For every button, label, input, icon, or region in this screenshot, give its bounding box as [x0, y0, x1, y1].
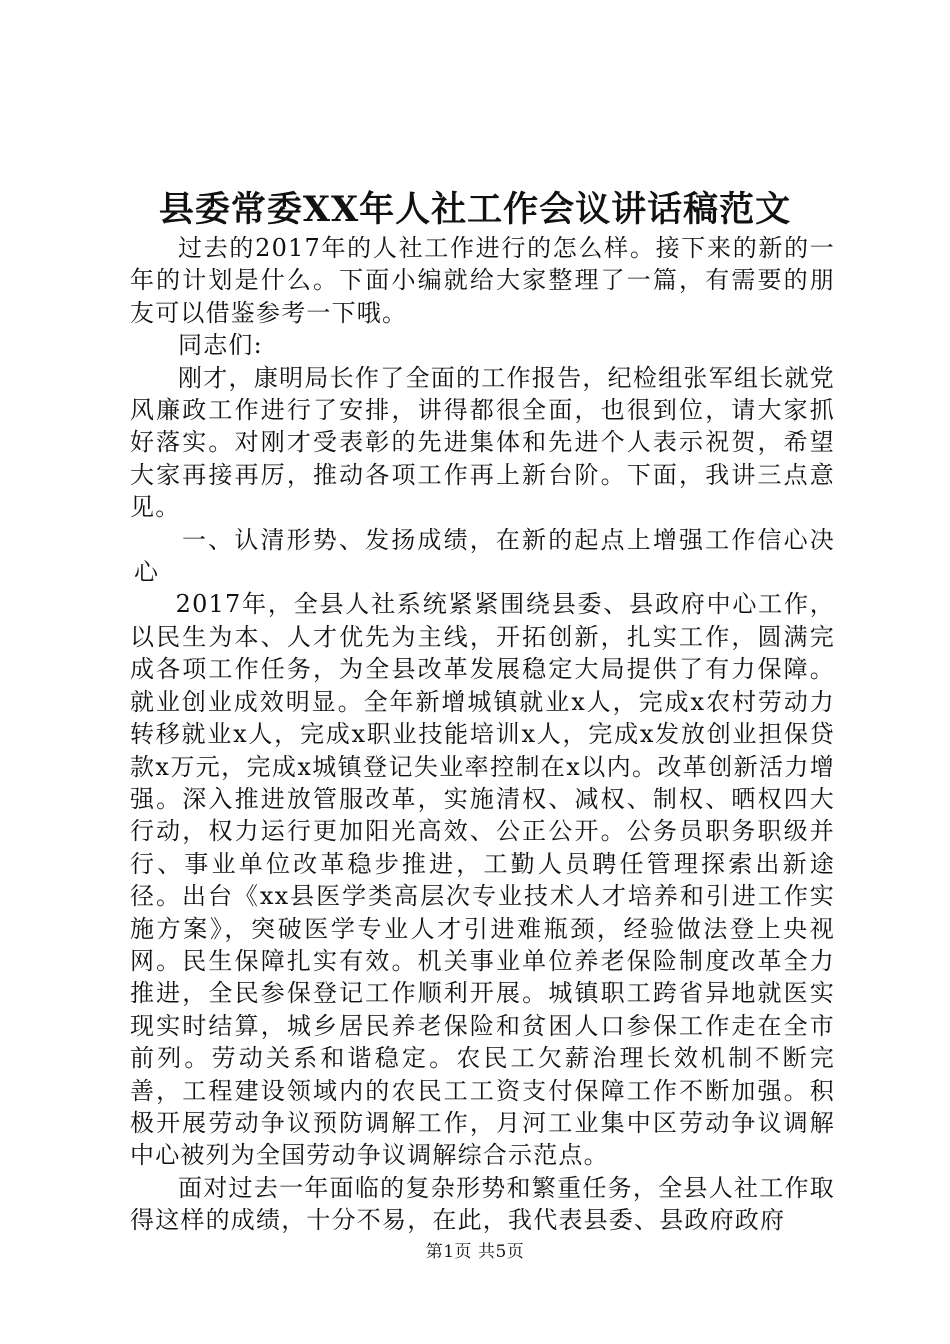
- intro-paragraph: 过去的2017年的人社工作进行的怎么样。接下来的新的一年的计划是什么。下面小编就给大家整理了一篇，有需要的朋友可以借鉴参考一下哦。: [130, 234, 835, 327]
- achievements-paragraph: 2017年，全县人社系统紧紧围绕县委、县政府中心工作，以民生为本、人才优先为主线，开拓创新，扎实工作，圆满完成各项工作任务，为全县改革发展稳定大局提供了有力保障。就业创业成效明显。全年新增城镇就业x人，完成x农村劳动力转移就业x人，完成x职业技能培训x人，完成x发放创业担保贷款x万元，完成x城镇登记失业率控制在x以内。改革创新活力增强。深入推进放管服改革，实施清权、减权、制权、晒权四大行动，权力运行更加阳光高效、公正公开。公务员职务职级并行、事业单位改革稳步推进，工勤人员聘任管理探索出新途径。出台《xx县医学类高层次专业技术人才培养和引进工作实施方案》，突破医学专业人才引进难瓶颈，经验做法登上央视网。民生保障扎实有效。机关事业单位养老保险制度改革全力推进，全民参保登记工作顺利开展。城镇职工跨省异地就医实现实时结算，城乡居民养老保险和贫困人口参保工作走在全市前列。劳动关系和谐稳定。农民工欠薪治理长效机制不断完善，工程建设领域内的农民工工资支付保障工作不断加强。积极开展劳动争议预防调解工作，月河工业集中区劳动争议调解中心被列为全国劳动争议调解综合示范点。: [130, 590, 835, 1170]
- closing-paragraph: 面对过去一年面临的复杂形势和繁重任务，全县人社工作取得这样的成绩，十分不易，在此，我代表县委、县政府政府: [130, 1173, 835, 1235]
- document-title: 县委常委XX年人社工作会议讲话稿范文: [158, 189, 792, 230]
- section-heading: 一、认清形势、发扬成绩，在新的起点上增强工作信心决心: [134, 525, 835, 587]
- page-footer: 第1页 共5页: [425, 1242, 525, 1262]
- salutation: 同志们:: [178, 331, 263, 360]
- document-body: [130, 232, 835, 1237]
- opening-paragraph: 刚才，康明局长作了全面的工作报告，纪检组张军组长就党风廉政工作进行了安排，讲得都很全面，也很到位，请大家抓好落实。对刚才受表彰的先进集体和先进个人表示祝贺，希望大家再接再厉，推动各项工作再上新台阶。下面，我讲三点意见。: [130, 363, 835, 522]
